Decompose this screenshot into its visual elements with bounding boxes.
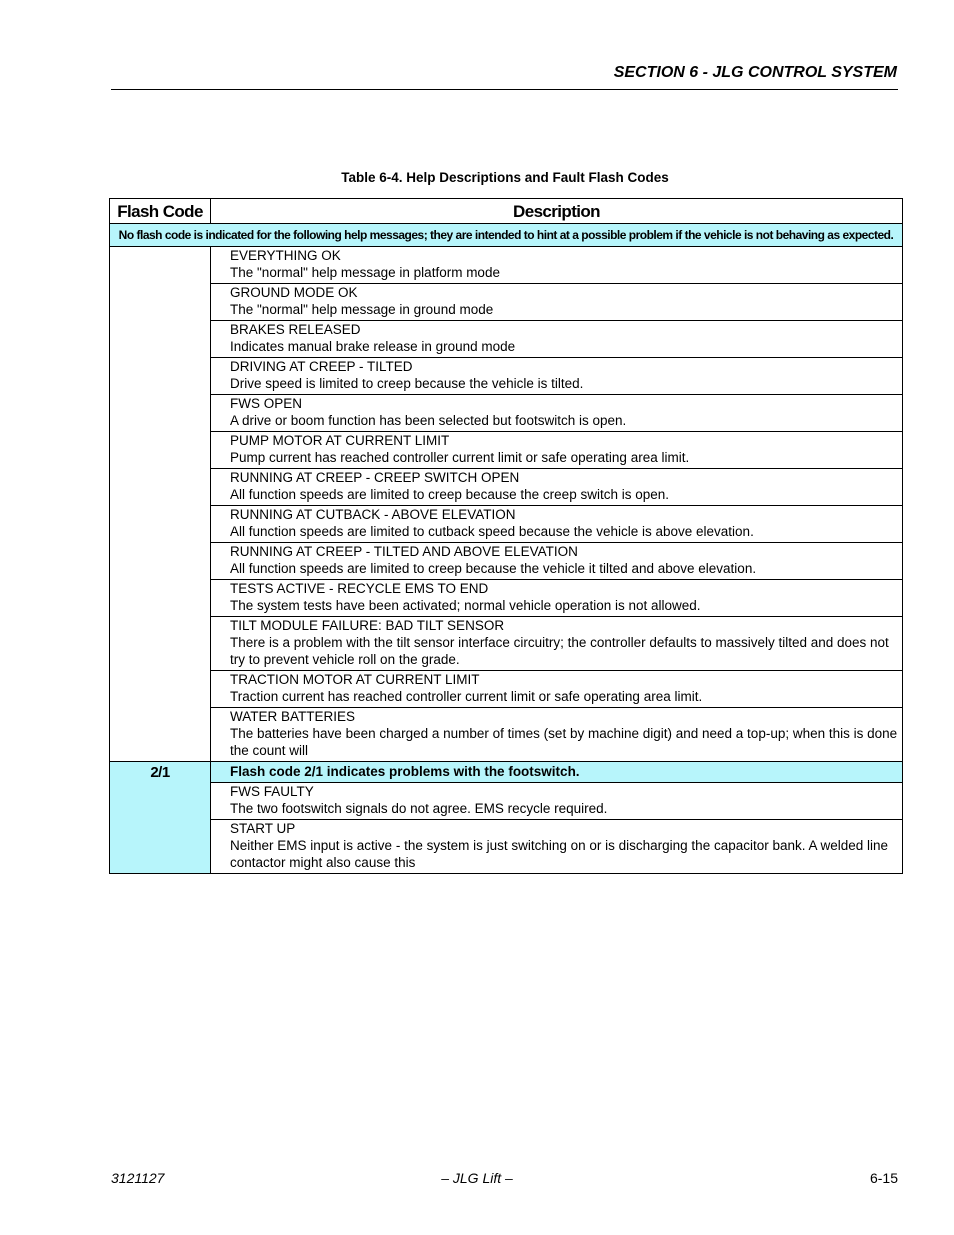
help-fault-table [109,198,903,874]
description-cell [211,247,903,284]
description-cell [211,321,903,358]
section-title: SECTION 6 - JLG CONTROL SYSTEM [613,64,897,81]
message-title: EVERYTHING OK [230,248,341,263]
description-cell [211,617,903,671]
description-cell [211,783,903,820]
description-cell [211,395,903,432]
table-header-row [110,199,903,224]
description-cell [211,543,903,580]
table-caption: Table 6-4. Help Descriptions and Fault Flash Codes [341,170,669,185]
description-cell [211,358,903,395]
flash-code-cell-empty [110,247,211,762]
message-title: RUNNING AT CREEP - CREEP SWITCH OPEN [230,470,520,485]
table-row [110,580,903,617]
message-description: The "normal" help message in ground mode [230,302,494,317]
message-title: TESTS ACTIVE - RECYCLE EMS TO END [230,581,489,596]
message-title: WATER BATTERIES [230,709,356,724]
message-title: BRAKES RELEASED [230,322,361,337]
table-row [110,617,903,671]
description-cell [211,432,903,469]
description-cell [211,820,903,874]
description-cell [211,708,903,762]
table-row [110,469,903,506]
message-description: Drive speed is limited to creep because the vehicle is tilted. [230,376,584,391]
message-title: TILT MODULE FAILURE: BAD TILT SENSOR [230,618,505,633]
table-row [110,432,903,469]
table-row [110,506,903,543]
table-row [110,783,903,820]
table-row [110,395,903,432]
message-description: Traction current has reached controller current limit or safe operating area limit. [230,689,703,704]
table-row [110,543,903,580]
description-cell [211,580,903,617]
message-description: The "normal" help message in platform mode [230,265,500,280]
message-title: TRACTION MOTOR AT CURRENT LIMIT [230,672,480,687]
flash-code-cell [110,762,211,874]
table-row [110,247,903,284]
flash-code-summary: Flash code 2/1 indicates problems with the footswitch. [211,762,903,783]
column-header-description: Description [211,199,903,224]
message-description: The batteries have been charged a number of times (set by machine digit) and need a top-up; when this is done the count will [230,726,898,758]
table-row [110,321,903,358]
message-description: All function speeds are limited to cutback speed because the vehicle is above elevation. [230,524,754,539]
footer-page-number: 6-15 [869,1170,898,1186]
message-description: All function speeds are limited to creep because the creep switch is open. [230,487,669,502]
header-rule [111,89,898,90]
description-cell [211,469,903,506]
message-title: GROUND MODE OK [230,285,358,300]
footer-doc-number: 3121127 [111,1170,165,1186]
message-title: START UP [230,821,296,836]
message-title: FWS FAULTY [230,784,314,799]
message-description: The system tests have been activated; normal vehicle operation is not allowed. [230,598,701,613]
message-description: The two footswitch signals do not agree. EMS recycle required. [230,801,608,816]
message-description: Pump current has reached controller current limit or safe operating area limit. [230,450,690,465]
table-row [110,284,903,321]
message-title: FWS OPEN [230,396,303,411]
no-flash-code-note: No flash code is indicated for the following help messages; they are intended to hint at a possible problem if the vehicle is not behaving as expected. [110,224,903,247]
message-description: A drive or boom function has been selected but footswitch is open. [230,413,627,428]
footer-center: – JLG Lift – [441,1170,513,1186]
column-header-flash-code: Flash Code [110,199,211,224]
message-description: Neither EMS input is active - the system is just switching on or is discharging the capacitor bank. A welded line contactor might also cause this [230,838,889,870]
message-title: RUNNING AT CUTBACK - ABOVE ELEVATION [230,507,516,522]
description-cell [211,671,903,708]
table-row [110,708,903,762]
note-row [110,224,903,247]
message-description: All function speeds are limited to creep because the vehicle it tilted and above elevation. [230,561,757,576]
table-row [110,820,903,874]
description-cell [211,284,903,321]
message-title: DRIVING AT CREEP - TILTED [230,359,413,374]
message-title: RUNNING AT CREEP - TILTED AND ABOVE ELEVATION [230,544,578,559]
message-description: Indicates manual brake release in ground mode [230,339,516,354]
flash-code-summary-row [110,762,903,783]
description-cell [211,506,903,543]
message-description: There is a problem with the tilt sensor interface circuitry; the controller defaults to massively tilted and does not try to prevent vehicle roll on the grade. [230,635,889,667]
flash-code-label: 2/1 [150,764,170,781]
table-row [110,358,903,395]
table-row [110,671,903,708]
message-title: PUMP MOTOR AT CURRENT LIMIT [230,433,450,448]
